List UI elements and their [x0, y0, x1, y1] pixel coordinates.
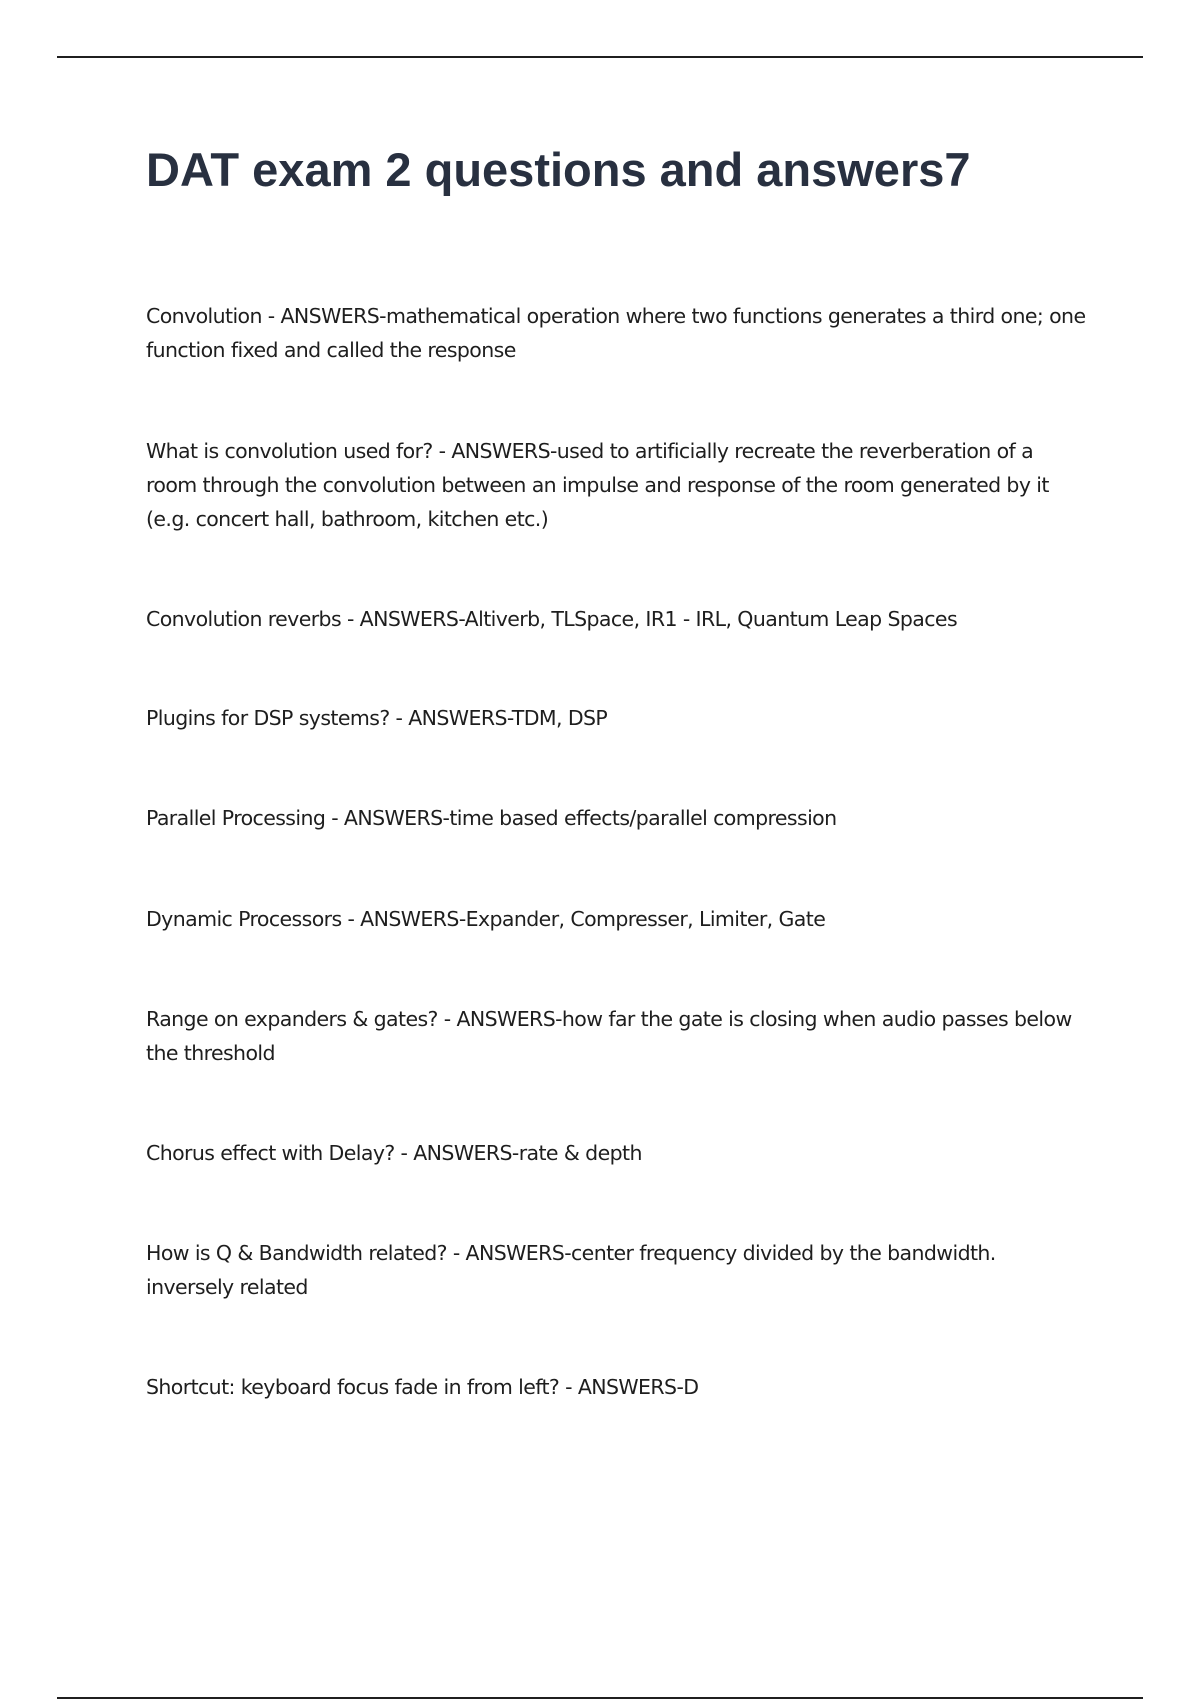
bottom-rule — [57, 1697, 1143, 1699]
qa-item-convolution: Convolution - ANSWERS-mathematical operation where two functions generates a third one; one function fixed and called the response — [146, 304, 1086, 362]
qa-item-chorus-delay: Chorus effect with Delay? - ANSWERS-rate & depth — [146, 1141, 642, 1165]
qa-item-dsp-plugins: Plugins for DSP systems? - ANSWERS-TDM, DSP — [146, 706, 608, 730]
qa-item-dynamic-processors: Dynamic Processors - ANSWERS-Expander, Compresser, Limiter, Gate — [146, 907, 826, 931]
qa-item-parallel-processing: Parallel Processing - ANSWERS-time based effects/parallel compression — [146, 806, 837, 830]
qa-item-convolution-use: What is convolution used for? - ANSWERS-used to artificially recreate the reverberation of a room through the convolution between an impulse and response of the room generated by it (e.g. concert hall, bathroom, kitchen etc.) — [146, 439, 1049, 531]
top-rule — [57, 56, 1143, 58]
qa-item-shortcut-fade: Shortcut: keyboard focus fade in from left? - ANSWERS-D — [146, 1375, 699, 1399]
qa-item-q-bandwidth: How is Q & Bandwidth related? - ANSWERS-center frequency divided by the bandwidth. inversely related — [146, 1241, 996, 1299]
document-title: DAT exam 2 questions and answers7 — [146, 143, 971, 196]
qa-item-convolution-reverbs: Convolution reverbs - ANSWERS-Altiverb, TLSpace, IR1 - IRL, Quantum Leap Spaces — [146, 607, 958, 631]
qa-item-range-expanders-gates: Range on expanders & gates? - ANSWERS-how far the gate is closing when audio passes below the threshold — [146, 1007, 1072, 1065]
